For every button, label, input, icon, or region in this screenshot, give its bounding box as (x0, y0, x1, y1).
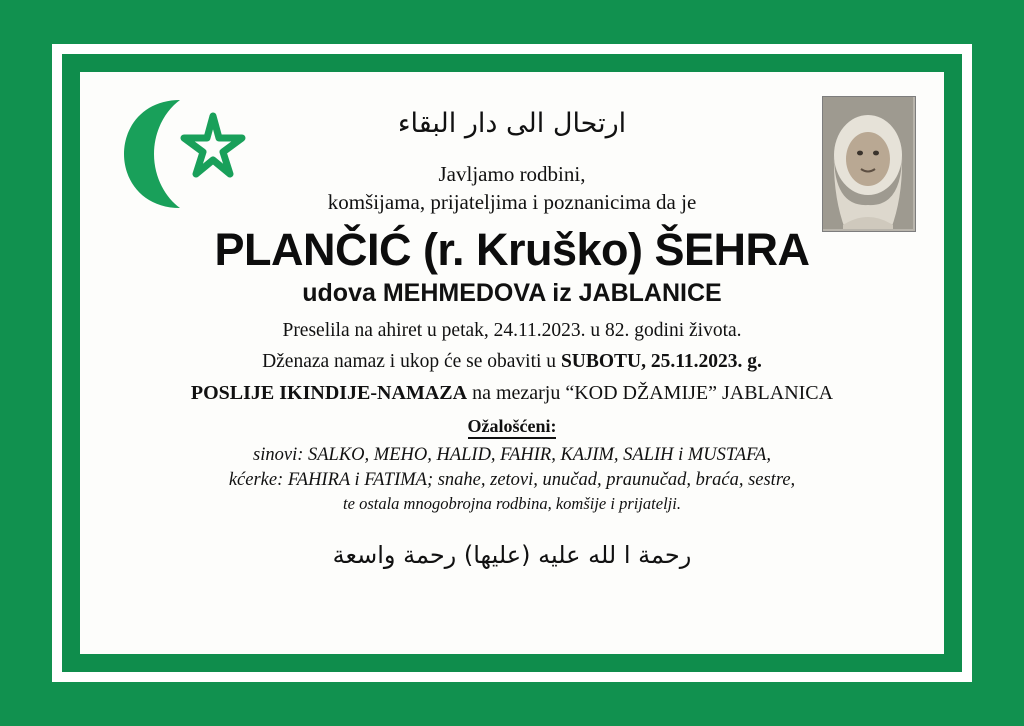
arabic-footer-text: رحمة ا لله عليه (عليها) رحمة واسعة (332, 540, 692, 569)
family-list (108, 443, 916, 515)
family-line-sons: sinovi: SALKO, MEHO, HALID, FAHIR, KAJIM, SALIH i MUSTAFA, (253, 445, 771, 465)
place-line-time: POSLIJE IKINDIJE-NAMAZA (190, 382, 468, 404)
bereaved-label (108, 416, 916, 437)
arabic-header-text: ارتحال الى دار البقاء (397, 108, 627, 139)
passing-line: Preselila na ahiret u petak, 24.11.2023. u 82. godini života. (282, 320, 742, 341)
notice-card (80, 72, 944, 654)
intro-line-2: komšijama, prijateljima i poznanicima da je (327, 189, 697, 214)
crescent-star-icon (118, 94, 268, 214)
deceased-name: PLANČIĆ (r. Kruško) ŠEHRA (214, 223, 810, 275)
funeral-line-prefix: Dženaza namaz i ukop će se obaviti u (262, 351, 561, 372)
family-line-daughters: kćerke: FAHIRA i FATIMA; snahe, zetovi, unučad, praunučad, braća, sestre, (228, 469, 796, 490)
funeral-line (108, 351, 916, 373)
intro-line-1: Javljamo rodbini, (438, 162, 586, 186)
place-line (108, 382, 916, 405)
bereaved-label-text: Ožalošćeni: (468, 416, 557, 439)
place-line-location: na mezarju “KOD DŽAMIJE” JABLANICA (467, 382, 834, 404)
funeral-line-date: SUBOTU, 25.11.2023. g. (560, 351, 762, 372)
portrait-photo (822, 96, 916, 232)
deceased-subtitle: udova MEHMEDOVA iz JABLANICE (302, 279, 722, 307)
family-line-others: te ostala mnogobrojna rodbina, komšije i prijatelji. (343, 493, 681, 513)
